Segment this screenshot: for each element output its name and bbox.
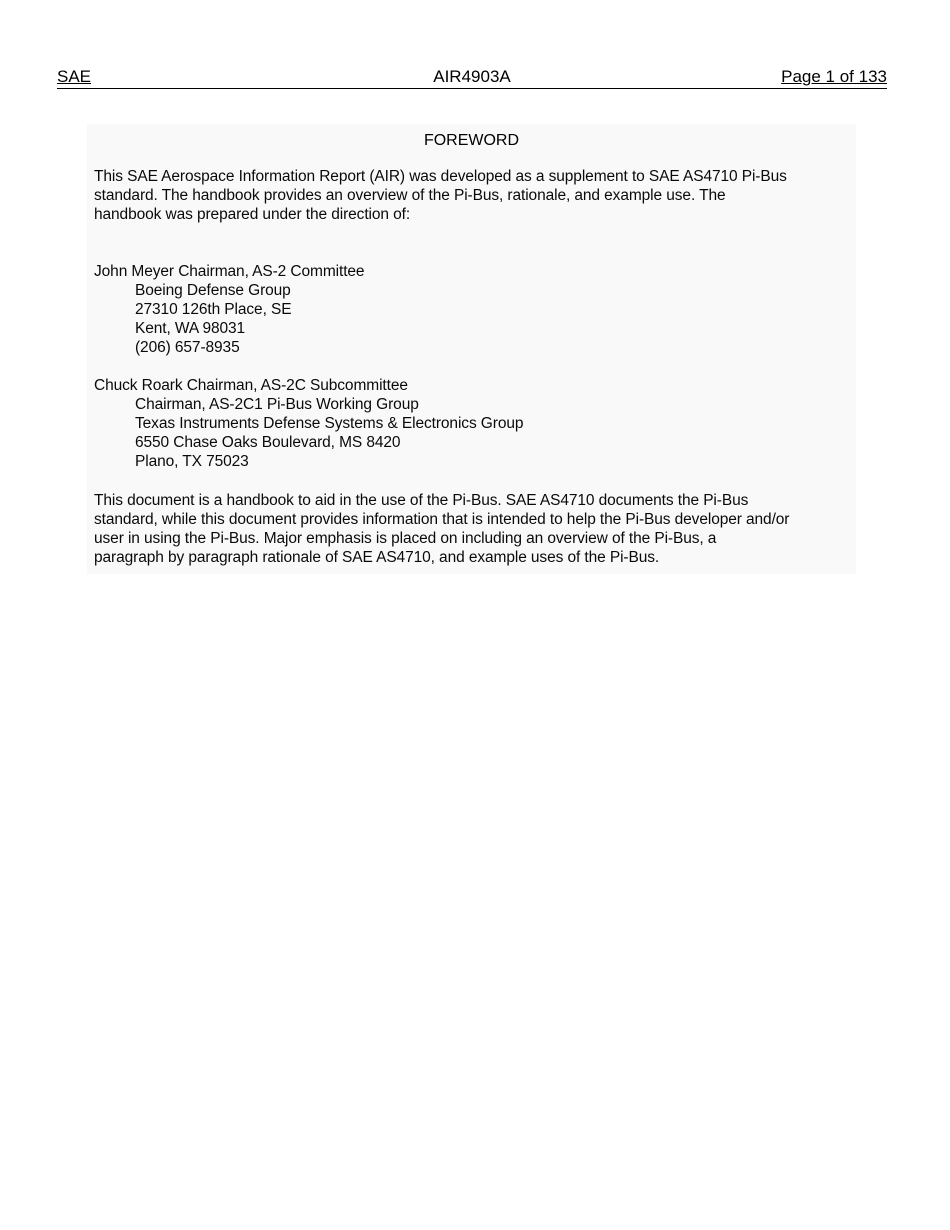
intro-line: standard. The handbook provides an overview of the Pi-Bus, rationale, and example use. The	[94, 187, 726, 204]
header-document-number: AIR4903A	[433, 67, 511, 86]
closing-line: standard, while this document provides information that is intended to help the Pi-Bus developer and/or	[94, 511, 790, 528]
closing-paragraph	[94, 491, 789, 567]
header-org: SAE	[57, 67, 92, 86]
closing-line: This document is a handbook to aid in the use of the Pi-Bus. SAE AS4710 documents the Pi-Bus	[94, 492, 749, 509]
header-page-number: Page 1 of 133	[781, 67, 887, 86]
contact-chuck-roark	[94, 376, 523, 471]
contact-line: 6550 Chase Oaks Boulevard, MS 8420	[135, 434, 401, 451]
foreword-title: FOREWORD	[423, 132, 520, 149]
contact-line: Kent, WA 98031	[135, 320, 246, 337]
contact-line: Texas Instruments Defense Systems & Electronics Group	[135, 415, 524, 432]
contact-line: 27310 126th Place, SE	[135, 301, 292, 318]
contact-phone: (206) 657-8935	[135, 339, 240, 356]
intro-line: handbook was prepared under the direction of:	[94, 206, 411, 223]
closing-line: user in using the Pi-Bus. Major emphasis is placed on including an overview of the Pi-Bus, a	[94, 530, 717, 547]
closing-line: paragraph by paragraph rationale of SAE AS4710, and example uses of the Pi-Bus.	[94, 549, 660, 566]
page-header	[57, 66, 887, 89]
intro-paragraph	[94, 167, 787, 224]
contact-line: Chairman, AS-2C1 Pi-Bus Working Group	[135, 396, 419, 413]
contact-line: Boeing Defense Group	[135, 282, 291, 299]
contact-john-meyer	[94, 262, 364, 357]
intro-line: This SAE Aerospace Information Report (AIR) was developed as a supplement to SAE AS4710 Pi-Bus	[94, 168, 787, 185]
contact-line: Plano, TX 75023	[135, 453, 249, 470]
contact-heading: John Meyer Chairman, AS-2 Committee	[94, 263, 365, 280]
contact-heading: Chuck Roark Chairman, AS-2C Subcommittee	[94, 377, 408, 394]
